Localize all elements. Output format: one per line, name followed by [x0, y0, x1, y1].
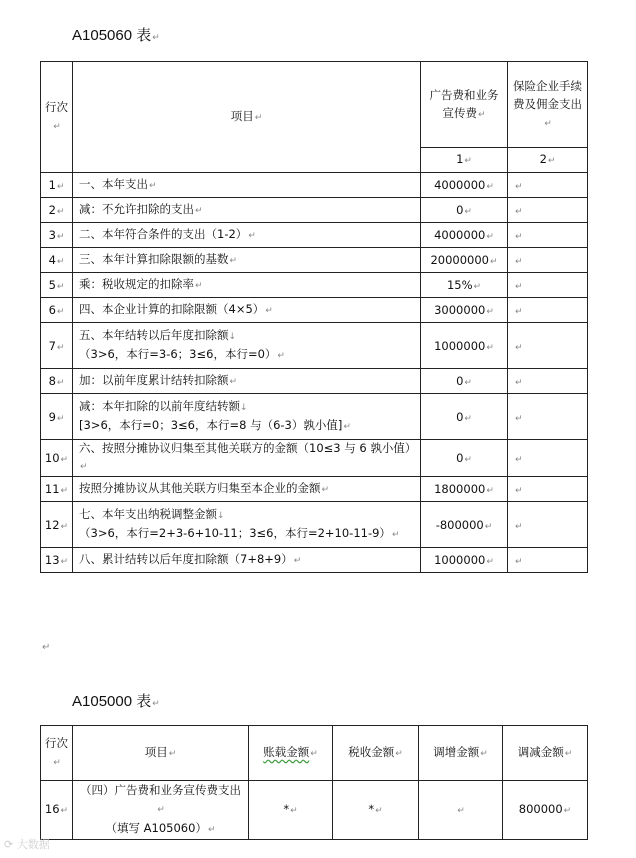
table-row: [41, 198, 588, 223]
table-row: [41, 323, 588, 369]
row-number: 8 ↵: [41, 369, 73, 394]
header-col2: 保险企业手续费及佣金支出 ↵: [508, 62, 588, 148]
row-item: 四、本企业计算的扣除限额（4×5） ↵: [73, 298, 421, 323]
row-insurance-value: [508, 477, 588, 502]
row-insurance-value: [508, 223, 588, 248]
row-item: 七、本年支出纳税调整金额↓ （3>6，本行=2+3-6+10-11；3≤6，本行=2+10-11-9） ↵: [73, 502, 421, 548]
table1-title: A105060 表 ↵: [72, 24, 160, 45]
row-ad-expense-value: 0 ↵: [421, 198, 508, 223]
table-row: [41, 394, 588, 440]
table-row: [41, 781, 588, 840]
row-insurance-value: [508, 548, 588, 573]
row-insurance-value: [508, 248, 588, 273]
row-ad-expense-value: 3000000 ↵: [421, 298, 508, 323]
row-number: 7 ↵: [41, 323, 73, 369]
header-item: 项目 ↵: [73, 62, 421, 173]
table-row: [41, 502, 588, 548]
row-insurance-value: [508, 502, 588, 548]
row-insurance-value: [508, 394, 588, 440]
header-col2-no: 2 ↵: [508, 148, 588, 173]
row-number: 10 ↵: [41, 440, 73, 477]
table1-header-row: [41, 62, 588, 148]
header-row-no: 行次 ↵: [41, 62, 73, 173]
row-item: 八、累计结转以后年度扣除额（7+8+9） ↵: [73, 548, 421, 573]
row-number: 13 ↵: [41, 548, 73, 573]
row-item: 二、本年符合条件的支出（1-2） ↵: [73, 223, 421, 248]
row-item: 加：以前年度累计结转扣除额 ↵: [73, 369, 421, 394]
t2-row-no: 16 ↵: [41, 781, 73, 840]
row-ad-expense-value: 4000000 ↵: [421, 173, 508, 198]
table2-header-row: [41, 726, 588, 781]
row-insurance-value: [508, 369, 588, 394]
row-ad-expense-value: 0 ↵: [421, 394, 508, 440]
table-row: [41, 548, 588, 573]
t2-header-item: 项目 ↵: [73, 726, 249, 781]
row-item: 三、本年计算扣除限额的基数 ↵: [73, 248, 421, 273]
row-ad-expense-value: 0 ↵: [421, 369, 508, 394]
row-insurance-value: [508, 198, 588, 223]
table2-title: A105000 表 ↵: [72, 690, 160, 711]
t2-row-item: （四）广告费和业务宣传费支出 ↵ （填写 A105060） ↵: [73, 781, 249, 840]
row-ad-expense-value: 20000000 ↵: [421, 248, 508, 273]
row-ad-expense-value: 0 ↵: [421, 440, 508, 477]
t2-header-decrease-amount: 调减金额 ↵: [503, 726, 588, 781]
row-ad-expense-value: 4000000 ↵: [421, 223, 508, 248]
t2-header-book-amount: 账载金额 ↵: [249, 726, 333, 781]
t2-row-increase-amount: [419, 781, 503, 840]
table-row: [41, 298, 588, 323]
row-item: 按照分摊协议从其他关联方归集至本企业的金额 ↵: [73, 477, 421, 502]
row-item: 减：不允许扣除的支出 ↵: [73, 198, 421, 223]
t2-row-book-amount: * ↵: [249, 781, 333, 840]
expense-deduction-table: [40, 61, 588, 573]
row-number: 5 ↵: [41, 273, 73, 298]
t2-header-row-no: 行次 ↵: [41, 726, 73, 781]
row-insurance-value: [508, 298, 588, 323]
row-ad-expense-value: 1000000 ↵: [421, 548, 508, 573]
header-col1-no: 1 ↵: [421, 148, 508, 173]
row-number: 4 ↵: [41, 248, 73, 273]
t2-header-increase-amount: 调增金额 ↵: [419, 726, 503, 781]
row-item: 乘：税收规定的扣除率 ↵: [73, 273, 421, 298]
row-number: 6 ↵: [41, 298, 73, 323]
row-item: 一、本年支出 ↵: [73, 173, 421, 198]
row-insurance-value: [508, 323, 588, 369]
row-insurance-value: [508, 440, 588, 477]
row-number: 1 ↵: [41, 173, 73, 198]
row-number: 11 ↵: [41, 477, 73, 502]
table-row: [41, 273, 588, 298]
row-insurance-value: [508, 173, 588, 198]
row-ad-expense-value: -800000 ↵: [421, 502, 508, 548]
table-row: [41, 223, 588, 248]
t2-row-tax-amount: * ↵: [333, 781, 419, 840]
row-number: 3 ↵: [41, 223, 73, 248]
row-ad-expense-value: 15% ↵: [421, 273, 508, 298]
row-item: 五、本年结转以后年度扣除额↓ （3>6，本行=3-6；3≤6，本行=0） ↵: [73, 323, 421, 369]
row-item: 六、按照分摊协议归集至其他关联方的金额（10≤3 与 6 孰小值） ↵: [73, 440, 421, 477]
table-row: [41, 477, 588, 502]
row-ad-expense-value: 1800000 ↵: [421, 477, 508, 502]
paragraph-mark: [42, 642, 50, 653]
table-row: [41, 440, 588, 477]
row-ad-expense-value: 1000000 ↵: [421, 323, 508, 369]
table-row: [41, 173, 588, 198]
t2-row-decrease-amount: 800000 ↵: [503, 781, 588, 840]
watermark: ⟳ 大数据: [4, 838, 50, 851]
adjustment-table: [40, 725, 588, 840]
row-number: 9 ↵: [41, 394, 73, 440]
t2-header-tax-amount: 税收金额 ↵: [333, 726, 419, 781]
header-col1: 广告费和业务宣传费 ↵: [421, 62, 508, 148]
row-insurance-value: [508, 273, 588, 298]
row-item: 减：本年扣除的以前年度结转额↓ [3>6，本行=0；3≤6，本行=8 与（6-3）孰小值] ↵: [73, 394, 421, 440]
table-row: [41, 369, 588, 394]
table-row: [41, 248, 588, 273]
row-number: 2 ↵: [41, 198, 73, 223]
watermark-logo-icon: ⟳: [4, 838, 14, 851]
row-number: 12 ↵: [41, 502, 73, 548]
